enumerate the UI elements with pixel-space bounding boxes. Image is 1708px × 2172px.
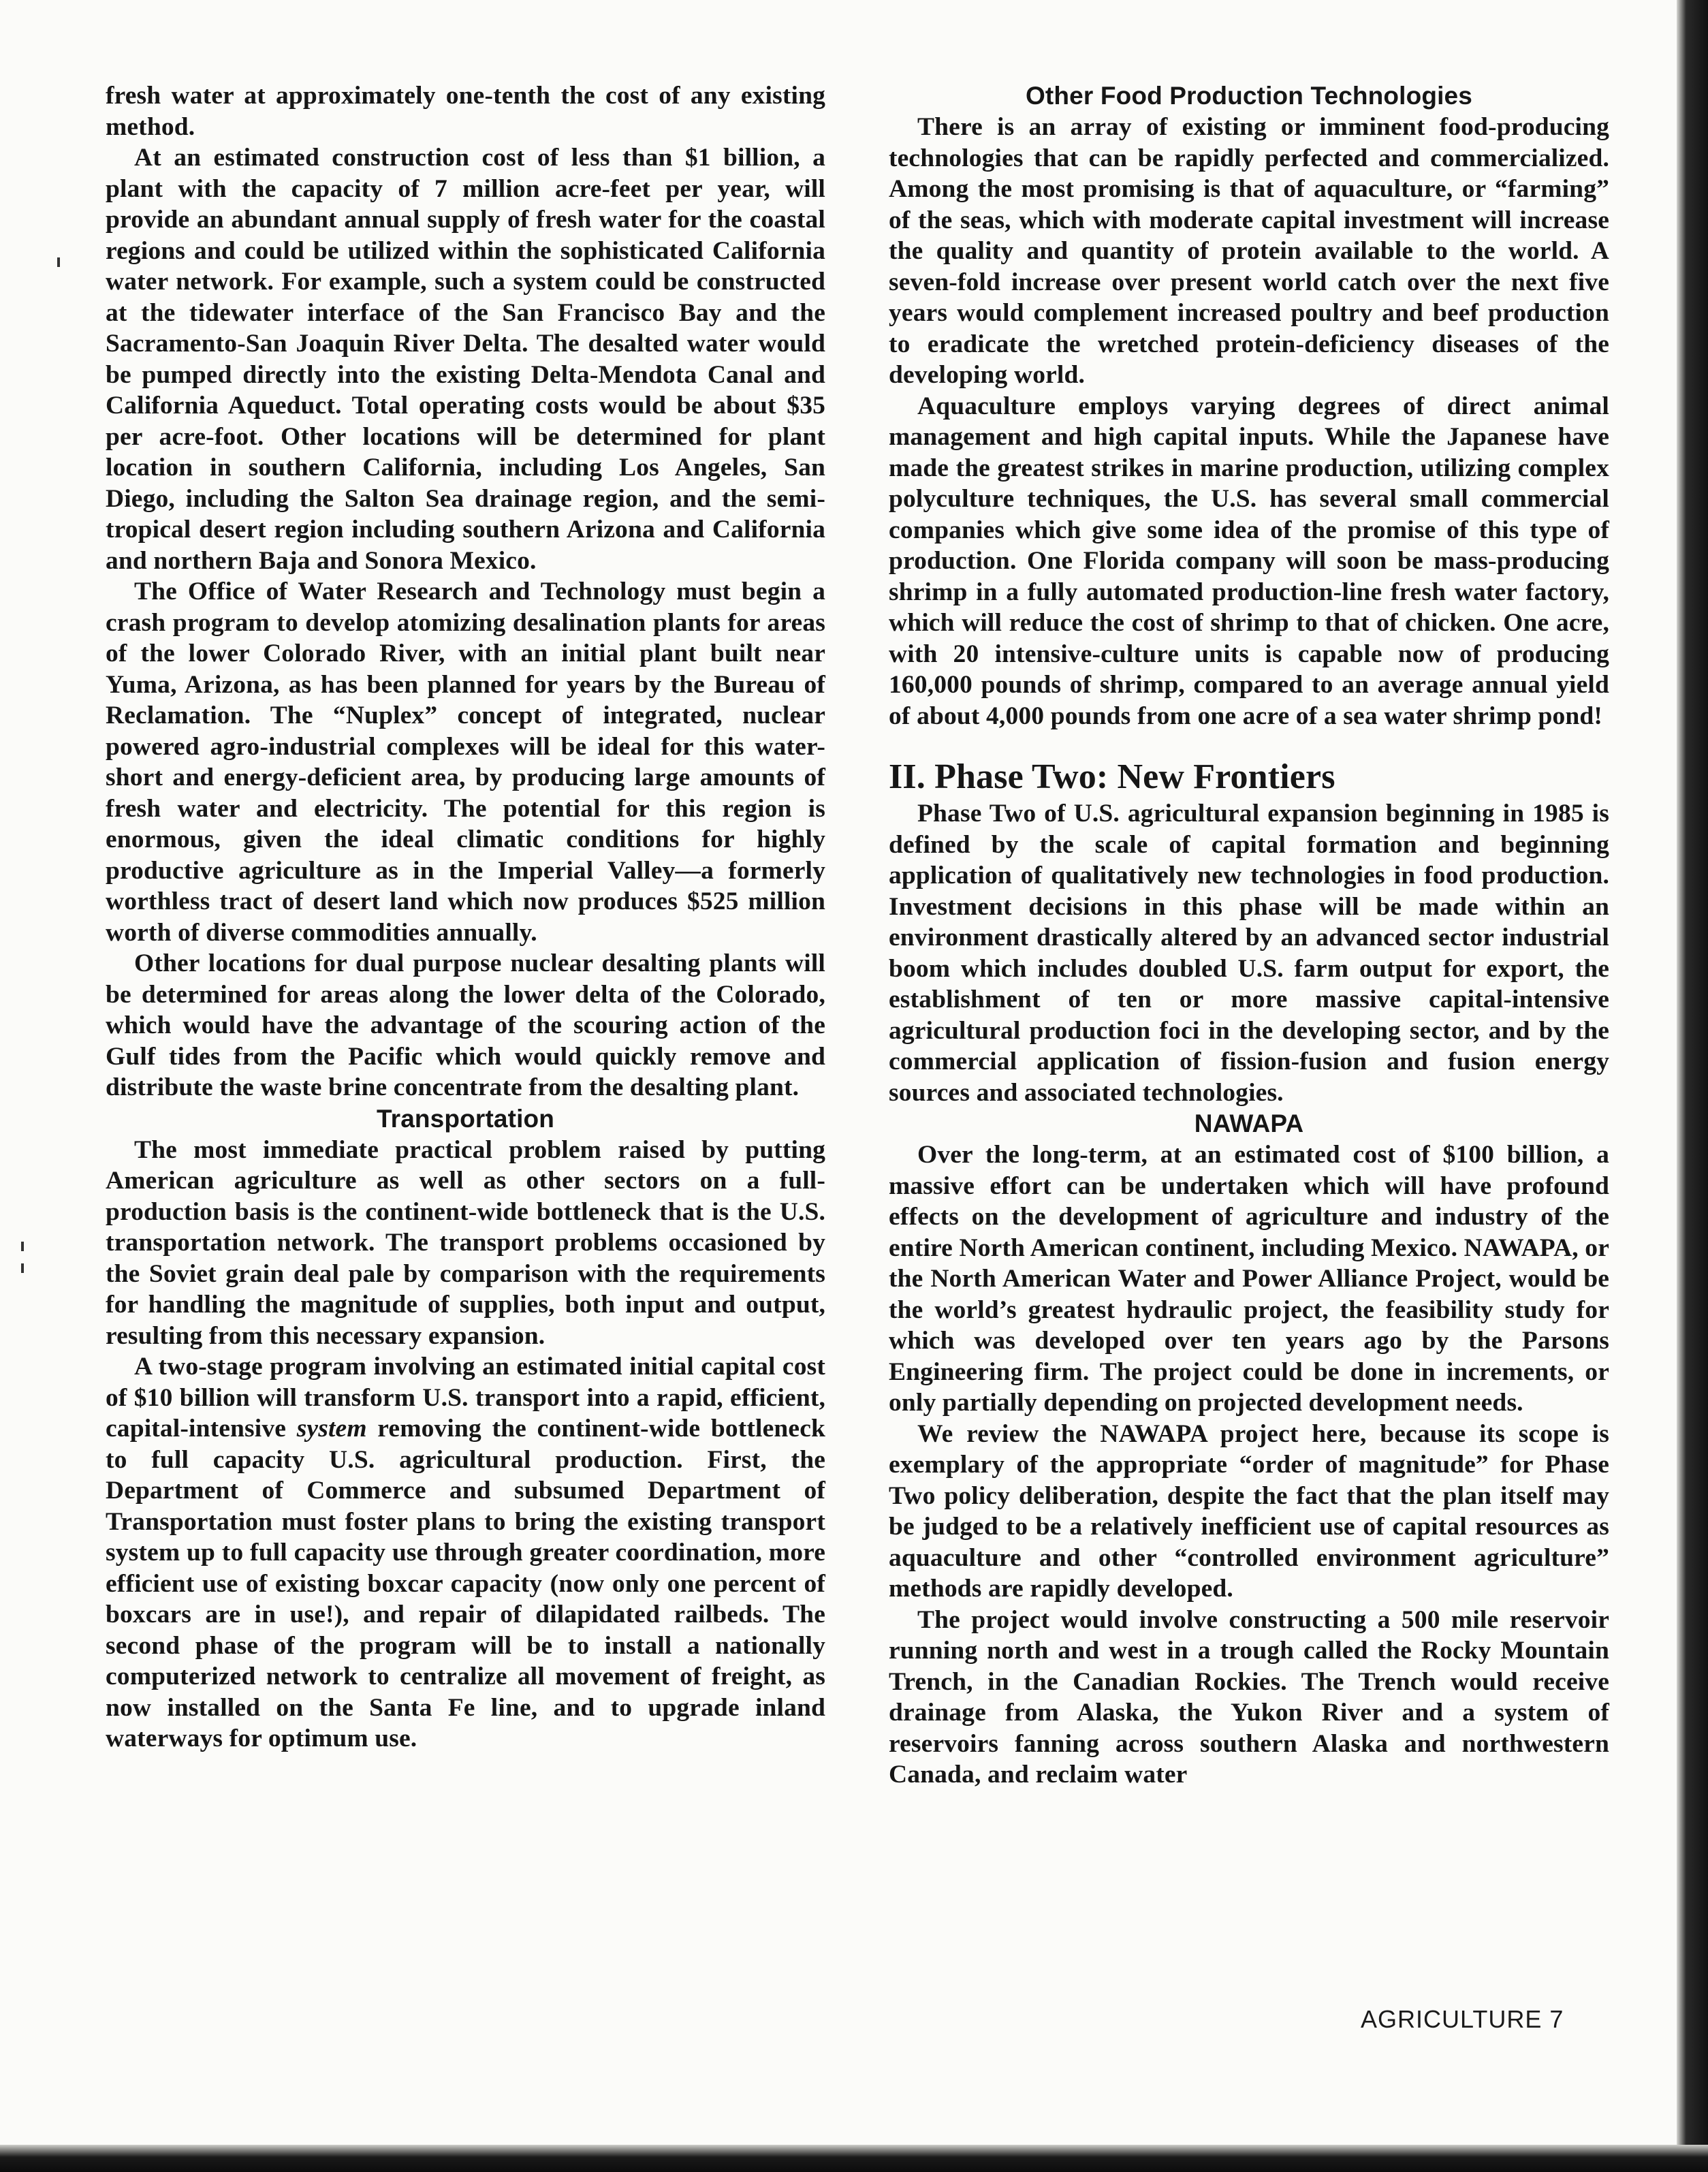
scan-speck (21, 1263, 24, 1273)
paragraph: Over the long-term, at an estimated cost of $100 billion, a massive effort can be undertaken which will have profound effects on the development of agriculture and industry of the entire North American continent, including Mexico. NAWAPA, or the North American Water and Power Alliance Project, would be the world’s greatest hydraulic project, the feasibility study for which was developed over ten years ago by the Parsons Engineering firm. The project could be done in increments, or only partially depending on projected development needs. (889, 1141, 1609, 1417)
left-column (106, 80, 825, 1754)
paragraph-text: removing the continent-wide bottleneck to full capacity U.S. agricultural production. First, the Department of Commerce and subsumed Department of Transportation must foster plans to bring the existing transport system up to full capacity use through greater coordination, more efficient use of existing boxcar capacity (now only one percent of boxcars are in use!), and repair of dilapidated railbeds. The second phase of the program will be to install a nationally computerized network to centralize all movement of freight, as now installed on the Santa Fe line, and to upgrade inland waterways for optimum use. (106, 1415, 825, 1752)
paragraph: We review the NAWAPA project here, because its scope is exemplary of the appropriate “order of magnitude” for Phase Two policy deliberation, despite the fact that the plan itself may be judged to be a relatively inefficient use of capital resources as aquaculture and other “controlled environment agriculture” methods are rapidly developed. (889, 1419, 1609, 1603)
scan-speck (21, 1242, 24, 1251)
heading-nawapa: NAWAPA (1194, 1109, 1304, 1137)
paragraph: The Office of Water Research and Technology must begin a crash program to develop atomizing desalination plants for areas of the lower Colorado River, with an initial plant built near Yuma, Arizona, as has been planned for years by the Bureau of Reclamation. The “Nuplex” concept of integrated, nuclear powered agro-industrial complexes will be ideal for this water-short and energy-deficient area, by producing large amounts of fresh water and electricity. The potential for this region is enormous, given the ideal climatic conditions for highly productive agriculture as in the Imperial Valley—a formerly worthless tract of desert land which now produces $525 million worth of diverse commodities annually. (106, 578, 825, 947)
page-footer: AGRICULTURE 7 (1361, 2005, 1564, 2033)
paragraph: Aquaculture employs varying degrees of direct animal management and high capital inputs. While the Japanese have made the greatest strikes in marine production, utilizing complex polyculture techniques, the U.S. has several small commercial companies which give some idea of the promise of this type of production. One Florida company will soon be mass-producing shrimp in a fully automated production-line fresh water factory, which will reduce the cost of shrimp to that of chicken. One acre, with 20 intensive-culture units is capable now of producing 160,000 pounds of shrimp, compared to an average annual yield of about 4,000 pounds from one acre of a sea water shrimp pond! (889, 392, 1609, 730)
paragraph: Phase Two of U.S. agricultural expansion beginning in 1985 is defined by the scale of capital formation and beginning application of qualitatively new technologies in food production. Investment decisions in this phase will be made within an environment drastically altered by an advanced sector industrial boom which includes doubled U.S. farm output for export, the establishment of ten or more massive capital-intensive agricultural production foci in the developing sector, and by the commercial application of fission-fusion and fusion energy sources and associated technologies. (889, 800, 1609, 1107)
emphasis-text: system (296, 1415, 367, 1443)
paragraph: There is an array of existing or imminent food-producing technologies that can be rapidly perfected and commercialized. Among the most promising is that of aquaculture, or “farming” of the seas, which with moderate capital investment will increase the quality and quantity of protein available to the world. A seven-fold increase over present world catch over the next five years would complement increased poultry and beef production to eradicate the wretched protein-deficiency diseases of the developing world. (889, 113, 1609, 389)
paragraph: The most immediate practical problem raised by putting American agriculture as well as other sectors on a full-production basis is the continent-wide bottleneck that is the U.S. transportation network. The transport problems occasioned by the Soviet grain deal pale by comparison with the requirements for handling the magnitude of supplies, both input and output, resulting from this necessary expansion. (106, 1135, 825, 1350)
heading-transportation: Transportation (376, 1104, 555, 1133)
paragraph: Other locations for dual purpose nuclear desalting plants will be determined for areas along the lower delta of the Colorado, which would have the advantage of the scouring action of the Gulf tides from the Pacific which would quickly remove and distribute the waste brine concentrate from the desalting plant. (106, 949, 825, 1101)
paragraph-text: A two-stage program involving an estimated initial capital cost of $10 billion will transform U.S. transport into a rapid, efficient, capital-intensive (106, 1353, 825, 1443)
scan-speck (57, 257, 60, 267)
scan-edge-right (1677, 0, 1708, 2172)
paragraph: The project would involve constructing a 500 mile reservoir running north and west in a trough called the Rocky Mountain Trench, in the Canadian Rockies. The Trench would receive drainage from Alaska, the Yukon River and a system of reservoirs fanning across southern Alaska and northwestern Canada, and reclaim water (889, 1605, 1609, 1789)
section-heading-phase-two: II. Phase Two: New Frontiers (889, 757, 1335, 796)
paragraph: At an estimated construction cost of less than $1 billion, a plant with the capacity of 7 million acre-feet per year, will provide an abundant annual supply of fresh water for the coastal regions and could be utilized within the sophisticated California water network. For example, such a system could be constructed at the tidewater interface of the San Francisco Bay and the Sacramento-San Joaquin River Delta. The desalted water would be pumped directly into the existing Delta-Mendota Canal and California Aqueduct. Total operating costs would be about $35 per acre-foot. Other locations will be determined for plant location in southern California, including Los Angeles, San Diego, including the Salton Sea drainage region, and the semi-tropical desert region including southern Arizona and California and northern Baja and Sonora Mexico. (106, 144, 825, 575)
paragraph: fresh water at approximately one-tenth the cost of any existing method. (106, 82, 825, 141)
scan-edge-bottom (0, 2145, 1708, 2172)
paragraph (106, 1351, 825, 1754)
right-column (889, 80, 1609, 1791)
heading-other-food-production: Other Food Production Technologies (1025, 82, 1472, 110)
